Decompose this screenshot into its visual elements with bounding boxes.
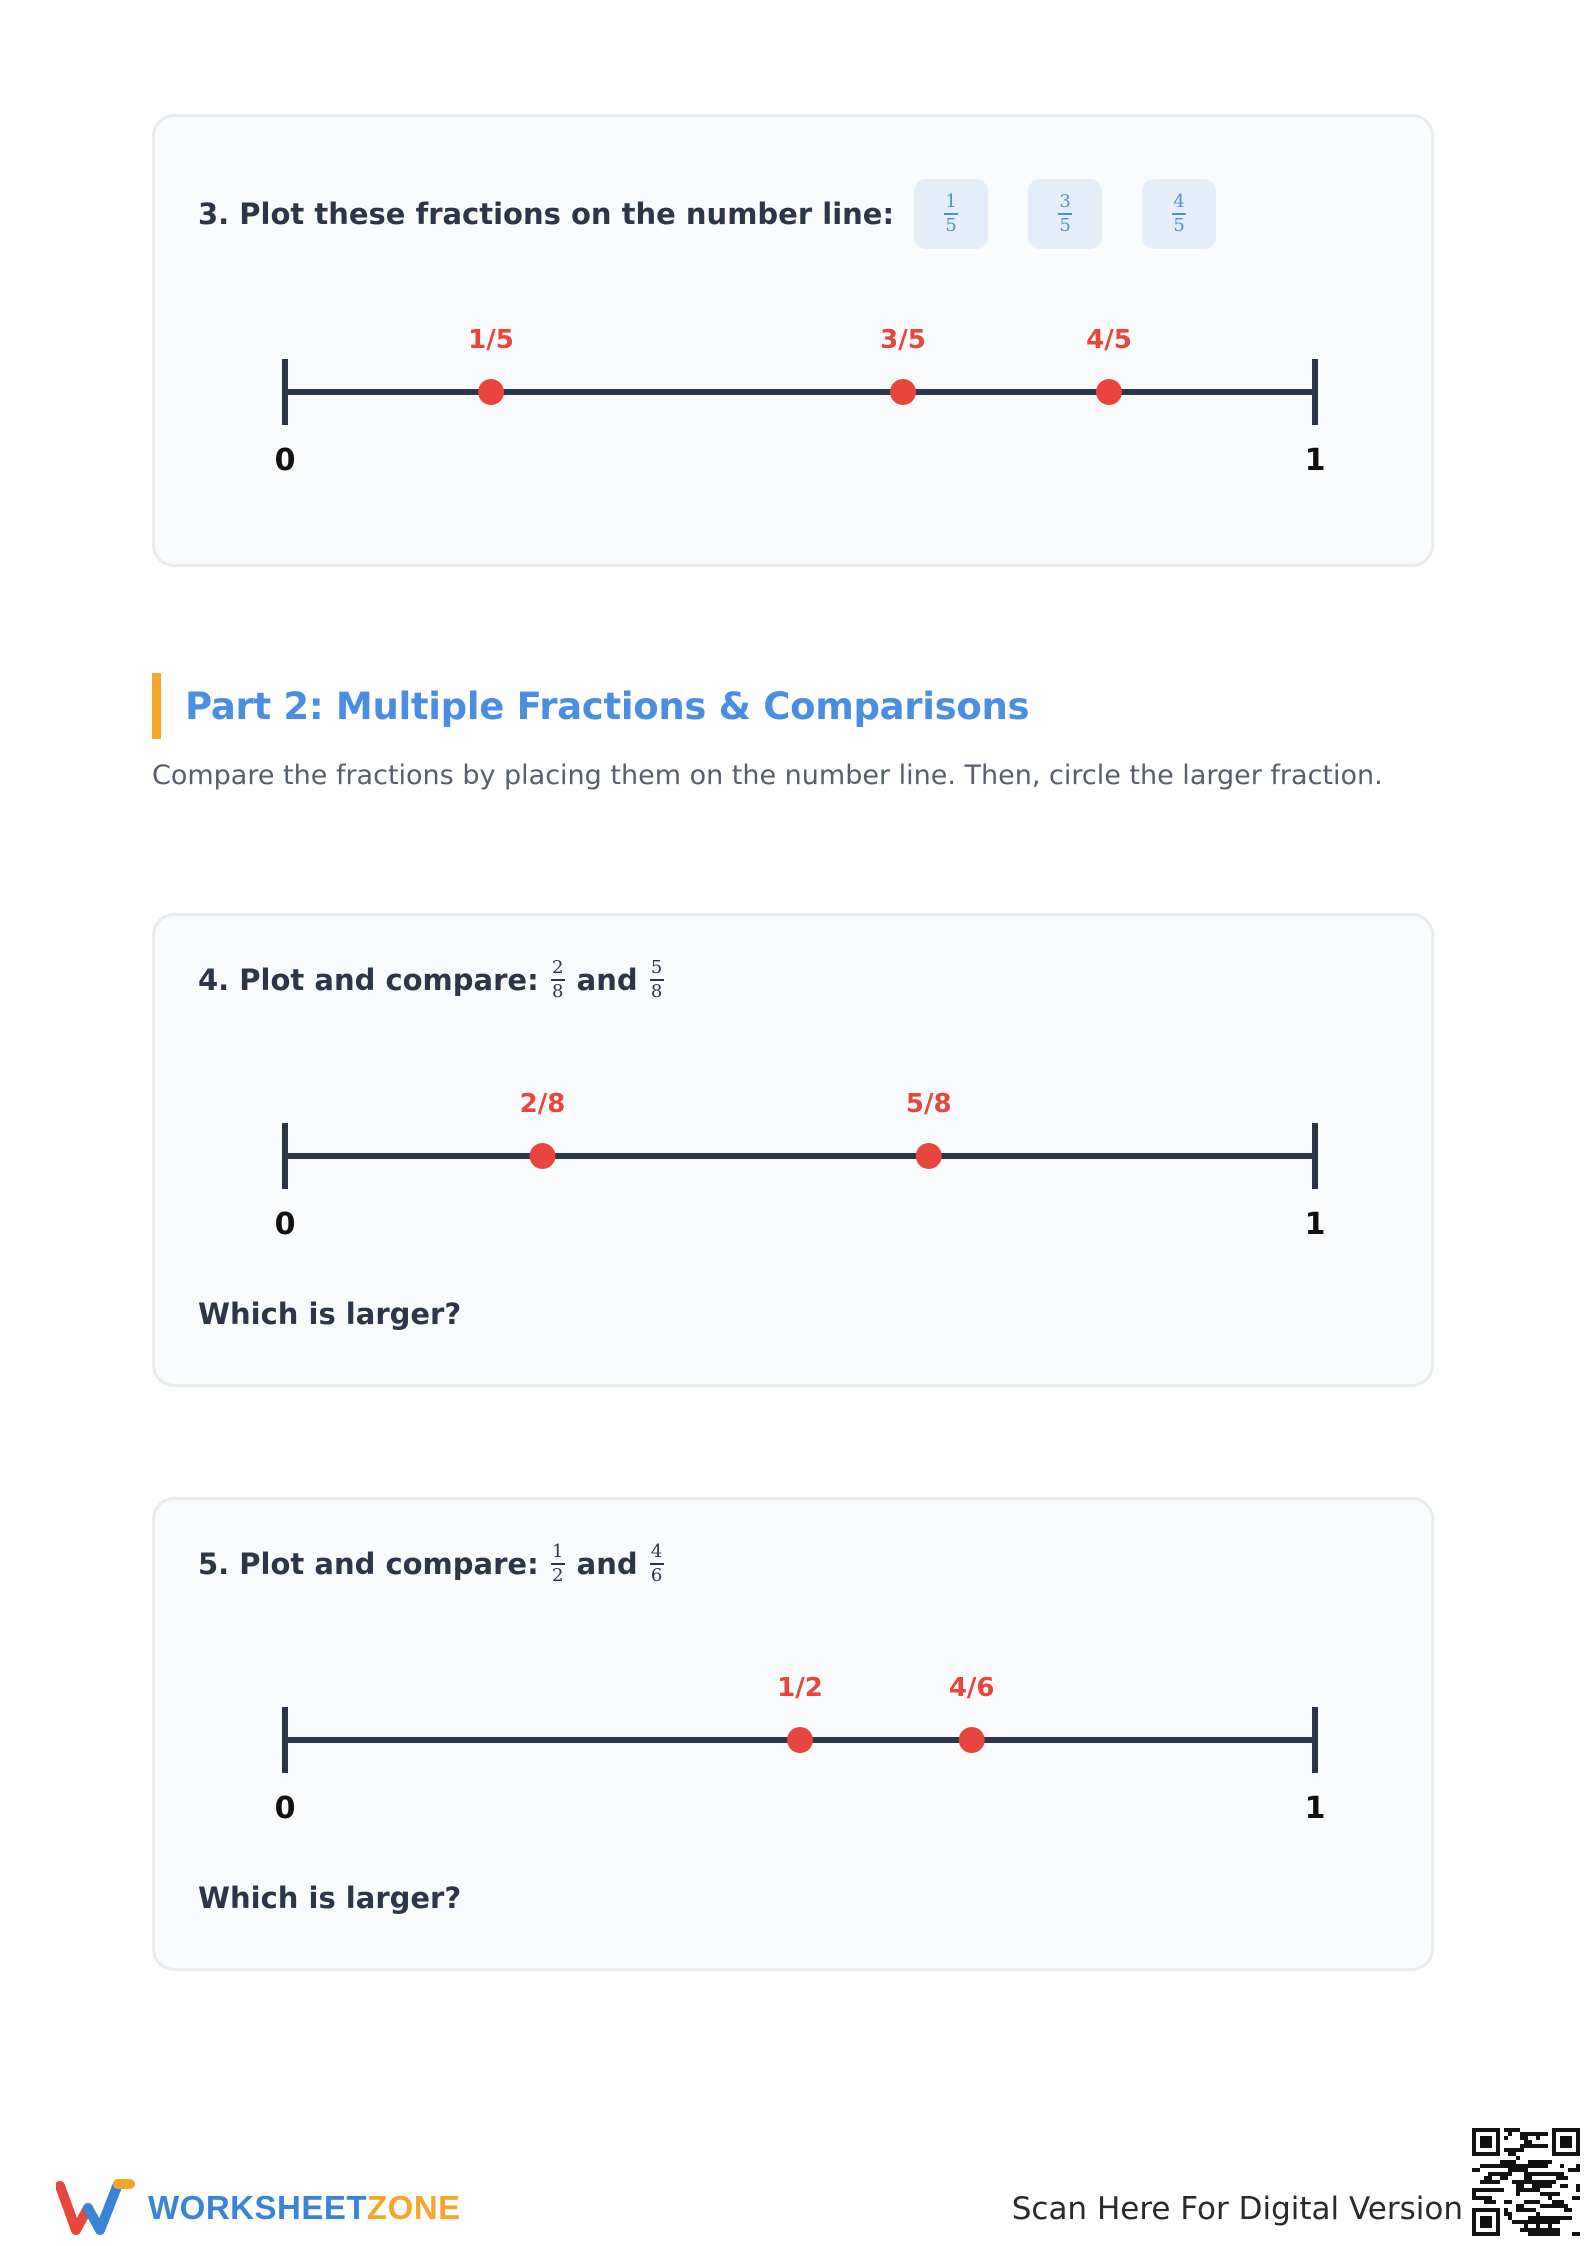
and-word: and xyxy=(576,962,638,997)
end-label: 1 xyxy=(1304,1791,1326,1826)
start-label: 0 xyxy=(274,1791,296,1826)
start-label: 0 xyxy=(274,1207,296,1242)
number-line xyxy=(155,1672,1437,1862)
qr-code-icon[interactable] xyxy=(1472,2128,1580,2236)
point-label: 4/6 xyxy=(948,1673,995,1703)
point-label: 2/8 xyxy=(519,1089,566,1119)
section-heading: Part 2: Multiple Fractions & Comparisons xyxy=(152,673,1029,739)
question-4-card xyxy=(152,913,1434,1387)
question-3-title xyxy=(198,179,1216,249)
plotted-point xyxy=(787,1727,813,1753)
and-word: and xyxy=(576,1546,638,1581)
point-label: 5/8 xyxy=(905,1089,952,1119)
plotted-point xyxy=(959,1727,985,1753)
brand-name: WORKSHEETZONE xyxy=(148,2189,461,2226)
worksheetzone-logo[interactable] xyxy=(56,2178,461,2238)
section-description: Compare the fractions by placing them on the number line. Then, circle the larger fraction. xyxy=(152,760,1383,791)
end-label: 1 xyxy=(1304,443,1326,478)
point-label: 1/5 xyxy=(468,325,514,355)
scan-caption: Scan Here For Digital Version xyxy=(1011,2191,1463,2227)
plotted-point xyxy=(916,1143,942,1169)
question-5-text: 5. Plot and compare: xyxy=(198,1546,539,1581)
fraction-b: $\frac{5}{8}$ xyxy=(650,957,663,1002)
question-4-text: 4. Plot and compare: xyxy=(198,962,539,997)
fraction-a: $\frac{1}{2}$ xyxy=(551,1541,564,1586)
point-label: 1/2 xyxy=(777,1673,823,1703)
point-label: 4/5 xyxy=(1086,325,1132,355)
question-5-card xyxy=(152,1497,1434,1971)
number-line-svg xyxy=(155,1088,1437,1278)
question-3-card xyxy=(152,114,1434,567)
number-line-svg xyxy=(155,324,1437,514)
end-label: 1 xyxy=(1304,1207,1326,1242)
which-larger-prompt: Which is larger? xyxy=(198,1297,462,1331)
plotted-point xyxy=(1096,379,1122,405)
plotted-point xyxy=(530,1143,556,1169)
fraction-chips xyxy=(914,179,1216,249)
question-5-title xyxy=(198,1543,676,1585)
point-label: 3/5 xyxy=(880,325,926,355)
question-3-text: 3. Plot these fractions on the number line: xyxy=(198,197,895,231)
plotted-point xyxy=(478,379,504,405)
fraction-chip: $\frac{4}{5}$ xyxy=(1142,179,1216,249)
number-line xyxy=(155,324,1437,514)
fraction-a: $\frac{2}{8}$ xyxy=(551,957,564,1002)
number-line xyxy=(155,1088,1437,1278)
question-4-title xyxy=(198,959,676,1001)
number-line-svg xyxy=(155,1672,1437,1862)
fraction-chip: $\frac{3}{5}$ xyxy=(1028,179,1102,249)
fraction-chip: $\frac{1}{5}$ xyxy=(914,179,988,249)
logo-w-icon xyxy=(56,2178,138,2238)
fraction-b: $\frac{4}{6}$ xyxy=(650,1541,663,1586)
plotted-point xyxy=(890,379,916,405)
which-larger-prompt: Which is larger? xyxy=(198,1881,462,1915)
start-label: 0 xyxy=(274,443,296,478)
